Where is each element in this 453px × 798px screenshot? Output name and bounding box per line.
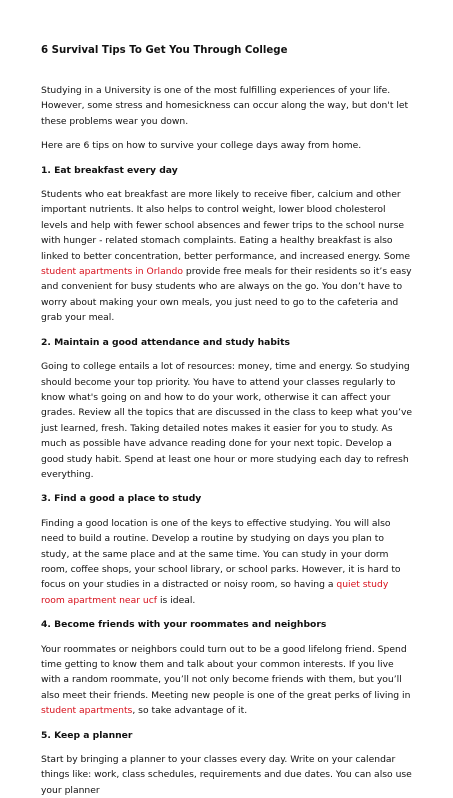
student-apartments-orlando-link[interactable]: student apartments in Orlando <box>41 266 184 278</box>
section-text: , so take advantage of it. <box>132 705 248 717</box>
quiet-study-room-link[interactable]: quiet study room apartment near ucf <box>41 579 389 606</box>
section-heading-attendance: 2. Maintain a good attendance and study habits <box>41 336 290 348</box>
section-body-study-place <box>41 516 413 608</box>
section-heading-study-place: 3. Find a good a place to study <box>41 493 202 505</box>
section-body-planner: Start by bringing a planner to your classes every day. Write on your calendar things like: work, class schedules, requirements and due dates. You can also use your planner <box>41 754 412 796</box>
section-text: Your roommates or neighbors could turn out to be a good lifelong friend. Spend time getting to know them and talk about your common interests. If you live with a random roommate, you’ll not only become friends with them, but you’ll also meet their friends. Meeting new people is one of the great perks of living in <box>41 643 411 701</box>
section-text: provide free meals for their residents so it’s easy and convenient for busy students who are always on the go. You don’t have to worry about making your own meals, you just need to go to the cafeteria and grab your meal. <box>41 266 412 324</box>
section-heading-planner: 5. Keep a planner <box>41 729 133 741</box>
section-body-roommates <box>41 642 413 719</box>
lead-in-paragraph: Here are 6 tips on how to survive your college days away from home. <box>41 140 362 152</box>
student-apartments-link[interactable]: student apartments <box>41 705 133 717</box>
section-heading-roommates: 4. Become friends with your roommates and neighbors <box>41 619 327 631</box>
section-body-breakfast <box>41 187 413 326</box>
intro-paragraph: Studying in a University is one of the most fulfilling experiences of your life. However, some stress and homesickness can occur along the way, but don't let these problems wear you down. <box>41 85 409 127</box>
document-title: 6 Survival Tips To Get You Through College <box>41 45 288 56</box>
section-text: is ideal. <box>157 594 196 606</box>
section-heading-breakfast: 1. Eat breakfast every day <box>41 164 178 176</box>
section-text: Finding a good location is one of the keys to effective studying. You will also need to build a routine. Develop a routine by studying on days you plan to study, at the same place and at the same time. You can study in your dorm room, coffee shops, your school library, or school parks. However, it is hard to focus on your studies in a distracted or noisy room, so having a <box>41 517 401 591</box>
section-text: Students who eat breakfast are more likely to receive fiber, calcium and other important nutrients. It also helps to control weight, lower blood cholesterol levels and help with fewer school absences and fewer trips to the school nurse with hunger - related stomach complaints. Eating a healthy breakfast is also linked to better concentration, better performance, and increased energy. Some <box>41 189 410 262</box>
section-body-attendance: Going to college entails a lot of resources: money, time and energy. So studying should become your top priority. You have to attend your classes regularly to know what's going on and how to do your work, otherwise it can affect your grades. Review all the topics that are discussed in the class to keep what you’ve just learned, fresh. Taking detailed notes makes it easier for you to study. As much as possible have advance reading done for your next topic. Develop a good study habit. Spend at least one hour or more studying each day to refresh everything. <box>41 361 413 480</box>
